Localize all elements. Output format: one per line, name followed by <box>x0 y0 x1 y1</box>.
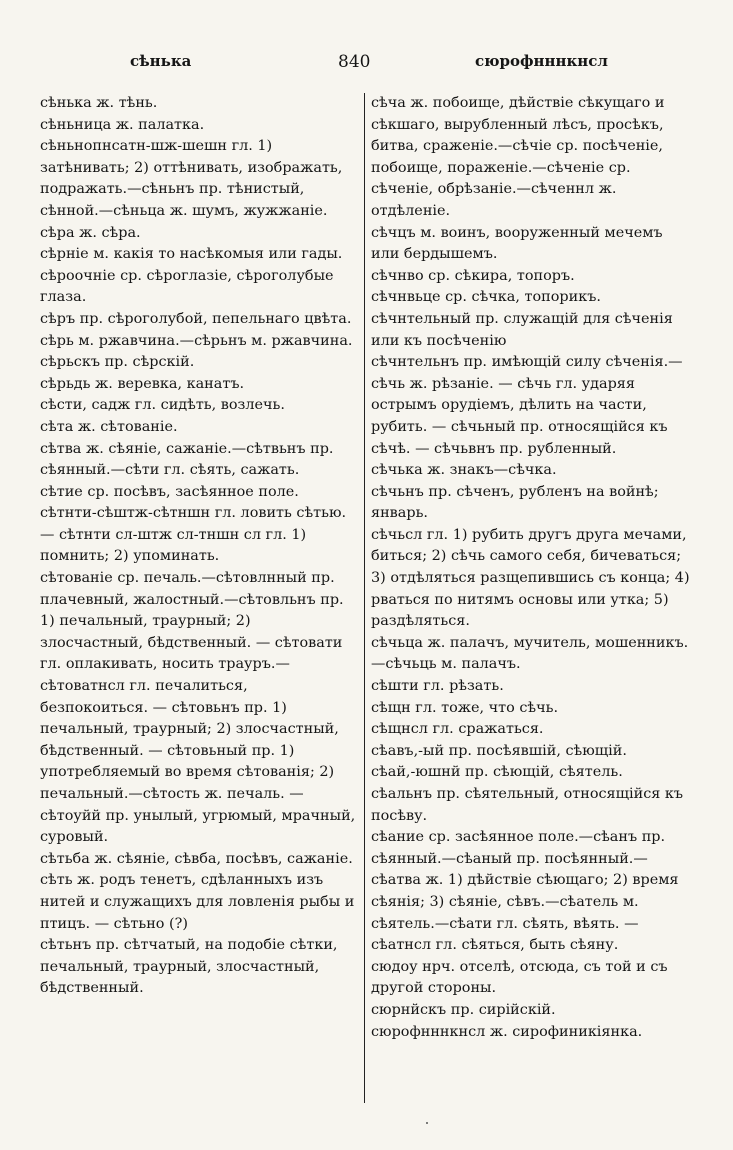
dictionary-entry: сѣчнтельнъ пр. имѣющій силу сѣченія.—сѣчь ж. рѣзаніе. — сѣчь гл. ударяя острымъ орудіемъ, дѣлить на части, рубить. — сѣчьный пр. относящійся къ сѣчѣ. — сѣчьвнъ пр. рубленный. <box>371 354 683 457</box>
print-speck <box>426 1122 428 1124</box>
column-divider <box>364 93 365 1103</box>
dictionary-entry: сѣра ж. сѣра. <box>40 224 141 241</box>
dictionary-entry: сѣчнво ср. сѣкира, топоръ. <box>371 267 575 284</box>
running-head-right: сюрофнннкнсл <box>475 52 608 70</box>
dictionary-entry: сѣчнвьце ср. сѣчка, топорикъ. <box>371 289 601 306</box>
page-header <box>40 52 700 82</box>
dictionary-entry: сѣщнсл гл. сражаться. <box>371 721 544 738</box>
dictionary-entry: сѣнька ж. тѣнь. <box>40 95 158 111</box>
dictionary-entry: сѣчнтельный пр. служащій для сѣченія или къ посѣченію <box>371 310 673 349</box>
dictionary-entry: сѣрніе м. какія то насѣкомыя или гады. <box>40 246 343 263</box>
dictionary-entry: сѣрьдь ж. веревка, канатъ. <box>40 375 245 392</box>
dictionary-entry: сѣшти гл. рѣзать. <box>371 678 504 695</box>
dictionary-entry: сѣай,-юшнй пр. сѣющій, сѣятель. <box>371 764 623 781</box>
dictionary-entry: сѣсти, садж гл. сидѣть, возлечь. <box>40 397 285 414</box>
dictionary-entry: сюрнйскъ пр. сирійскій. <box>371 1001 556 1018</box>
left-column <box>40 93 358 1000</box>
dictionary-entry: сѣтие ср. посѣвъ, засѣянное поле. <box>40 483 299 500</box>
dictionary-entry: сѣрьскъ пр. сѣрскій. <box>40 354 195 371</box>
dictionary-entry: сюдоу нрч. отселѣ, отсюда, съ той и съ другой стороны. <box>371 958 668 997</box>
dictionary-entry: сѣавъ,-ый пр. посѣявшій, сѣющій. <box>371 742 627 759</box>
dictionary-entry: сѣчьсл гл. 1) рубить другъ друга мечами, биться; 2) сѣчь самого себя, бичеваться; 3) отдѣляться разщепившись съ конца; 4) рваться по нитямъ основы или утка; 5) раздѣляться. <box>371 526 690 630</box>
dictionary-entry: сѣть ж. родъ тенетъ, сдѣланныхъ изъ нитей и служащихъ для ловленія рыбы и птицъ. — сѣтьно (?) <box>40 872 355 932</box>
dictionary-entry: сѣчьца ж. палачъ, мучитель, мошенникъ.—сѣчьць м. палачъ. <box>371 634 689 673</box>
dictionary-entry: сѣание ср. засѣянное поле.—сѣанъ пр. сѣянный.—сѣаный пр. посѣянный.—сѣатва ж. 1) дѣйствіе сѣющаго; 2) время сѣянія; 3) сѣяніе, сѣвъ.—сѣатель м. сѣятель.—сѣати гл. сѣять, вѣять. — сѣатнсл гл. сѣяться, быть сѣяну. <box>371 829 679 954</box>
dictionary-entry: сѣтованіе ср. печаль.—сѣтовлнный пр. плачевный, жалостный.—сѣтовльнъ пр. 1) печальный, траурный; 2) злосчастный, бѣдственный. — сѣтовати гл. оплакивать, носить трауръ.—сѣтоватнсл гл. печалиться, безпокоиться. — сѣтовьнъ пр. 1) печальный, траурный; 2) злосчастный, бѣдственный. — сѣтовьный пр. 1) употребляемый во время сѣтованія; 2) печальный.—сѣтость ж. печаль. — сѣтоуйй пр. унылый, угрюмый, мрачный, суровый. <box>40 570 356 846</box>
right-column <box>371 93 693 1043</box>
dictionary-entry: сѣньнопнсатн-шж-шешн гл. 1) затѣнивать; 2) оттѣнивать, изображать, подражать.—сѣньнъ пр. тѣнистый, сѣнной.—сѣньца ж. шумъ, жужжаніе. <box>40 138 343 219</box>
running-head-left: сѣнька <box>130 52 192 70</box>
dictionary-entry: сѣчцъ м. воинъ, вооруженный мечемъ или бердышемъ. <box>371 224 663 263</box>
dictionary-entry: сѣроочніе ср. сѣроглазіе, сѣроголубые глаза. <box>40 267 334 306</box>
dictionary-entry: сюрофнннкнсл ж. сирофиникіянка. <box>371 1023 643 1040</box>
dictionary-entry: сѣча ж. побоище, дѣйствіе сѣкущаго и сѣкшаго, вырубленный лѣсъ, просѣкъ, битва, сраженіе.—сѣчіе ср. посѣченіе, побоище, пораженіе.—сѣченіе ср. сѣченіе, обрѣзаніе.—сѣченнл ж. отдѣленіе. <box>371 95 665 219</box>
dictionary-entry: сѣтьнъ пр. сѣтчатый, на подобіе сѣтки, печальный, траурный, злосчастный, бѣдственный. <box>40 937 338 997</box>
dictionary-entry: сѣчька ж. знакъ—сѣчка. <box>371 462 557 479</box>
dictionary-entry: сѣщн гл. тоже, что сѣчь. <box>371 699 559 716</box>
dictionary-entry: сѣньница ж. палатка. <box>40 116 205 133</box>
dictionary-entry: сѣчьнъ пр. сѣченъ, рубленъ на войнѣ; январь. <box>371 483 659 522</box>
dictionary-entry: сѣтьба ж. сѣяніе, сѣвба, посѣвъ, сажаніе. <box>40 850 353 867</box>
dictionary-entry: сѣръ пр. сѣроголубой, пепельнаго цвѣта. <box>40 310 352 327</box>
dictionary-entry: сѣтва ж. сѣяніе, сажаніе.—сѣтвьнъ пр. сѣянный.—сѣти гл. сѣять, сажать. <box>40 440 334 479</box>
dictionary-entry: сѣта ж. сѣтованіе. <box>40 418 178 435</box>
dictionary-entry: сѣальнъ пр. сѣятельный, относящійся къ посѣву. <box>371 786 684 824</box>
dictionary-entry: сѣрь м. ржавчина.—сѣрьнъ м. ржавчина. <box>40 332 353 349</box>
page-number: 840 <box>338 52 371 72</box>
dictionary-entry: сѣтнти-сѣштж-сѣтншн гл. ловить сѣтью. — сѣтнти сл-штж сл-тншн сл гл. 1) помнить; 2) упоминать. <box>40 505 347 565</box>
